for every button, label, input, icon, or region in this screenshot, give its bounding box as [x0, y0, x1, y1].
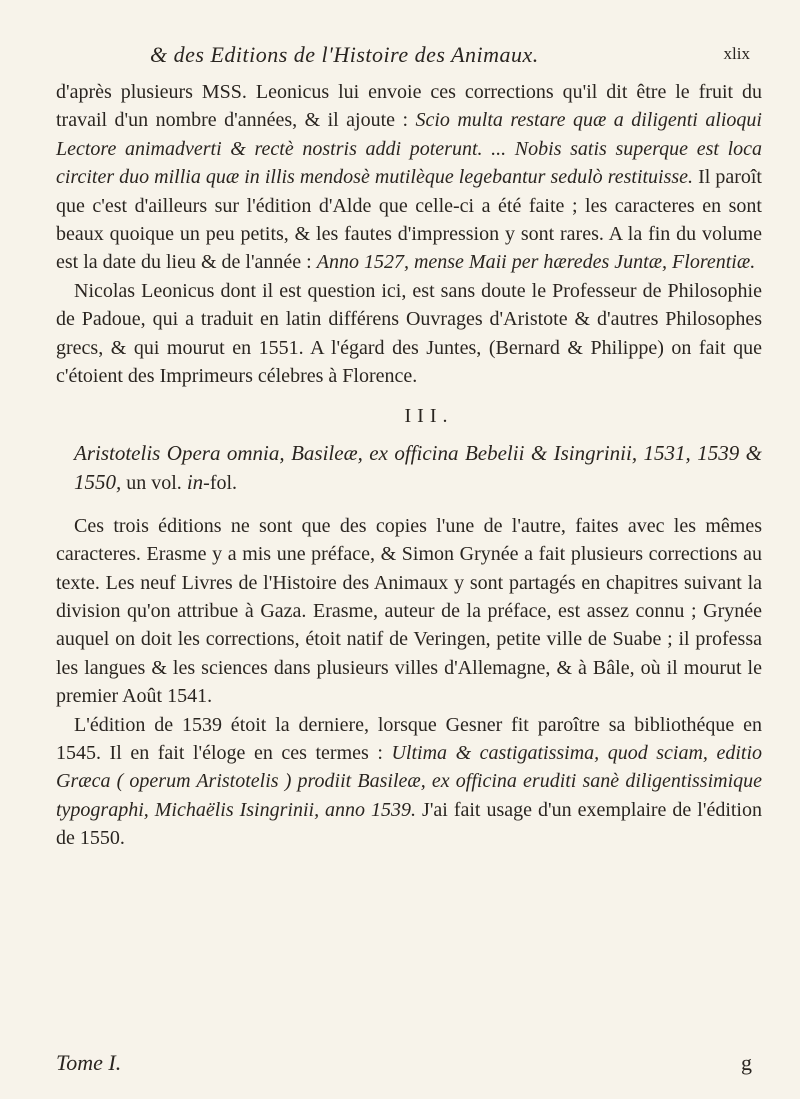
- section-number: III.: [404, 405, 454, 428]
- signature-mark: g: [741, 1050, 752, 1075]
- bibliographic-entry: Aristotelis Opera omnia, Basileæ, ex officina Bebelii & Isingrinii, 1531, 1539 & 1550, un vol. in-fol.: [74, 440, 762, 495]
- page-number: xlix: [723, 44, 750, 63]
- paragraph-nicolas-leonicus: Nicolas Leonicus dont il est question ici, est sans doute le Professeur de Philosophie de Padoue, qui a traduit en latin différens Ouvrages d'Aristote & d'autres Philosophes grecs, & qui mourut en 1551. A l'égard des Juntes, (Bernard & Philippe) on fait que c'étoient des Imprimeurs célebres à Florence.: [56, 279, 762, 388]
- page-header: [150, 42, 750, 72]
- paragraph-gesner: L'édition de 1539 étoit la derniere, lorsque Gesner fit paroître sa bibliothéque en 1545. Il en fait l'éloge en ces termes : Ultima & castigatissima, quod sciam, editio Græca ( operum Aristotelis ) prodiit Basileæ, ex officina eruditi sanè diligentissimique typographi, Michaëlis Isingrinii, anno 1539. J'ai fait usage d'un exemplaire de l'édition de 1550.: [56, 713, 762, 850]
- paragraph-three-editions: Ces trois éditions ne sont que des copies l'une de l'autre, faites avec les mêmes caracteres. Erasme y a mis une préface, & Simon Grynée a fait plusieurs corrections au texte. Les neuf Livres de l'Histoire des Animaux y sont partagés en chapitres suivant la division qu'on attribue à Gaza. Erasme, auteur de la préface, est assez connu ; Grynée auquel on doit les corrections, étoit natif de Veringen, petite ville de Suabe ; il professa les langues & les sciences dans plusieurs villes d'Allemagne, & à Bâle, où il mourut le premier Août 1541.: [56, 514, 762, 708]
- edition-title: Aristotelis Opera omnia, Basileæ, ex officina Bebelii & Isingrinii, 1531, 1539 & 1550,: [74, 440, 762, 495]
- page-footer: [56, 1050, 762, 1080]
- colophon-quotation: Anno 1527, mense Maii per hæredes Juntæ, Florentiæ.: [316, 251, 756, 274]
- volume-label: Tome I.: [56, 1050, 122, 1075]
- page-body: [56, 78, 762, 853]
- latin-quotation: Scio multa restare quæ a diligenti alioqui Lectore animadverti & rectè nostris addi poterunt. ... Nobis satis superque est loca circiter duo millia quæ in illis mendosè mutilèque legebantur sedulò restituisse.: [56, 109, 762, 189]
- paragraph-leonicus-corrections: d'après plusieurs MSS. Leonicus lui envoie ces corrections qu'il dit être le fruit du travail d'un nombre d'années, & il ajoute : Scio multa restare quæ a diligenti alioqui Lectore animadverti & rectè nostris addi poterunt. ... Nobis satis superque est loca circiter duo millia quæ in illis mendosè mutilèque legebantur sedulò restituisse. Il paroît que c'est d'ailleurs sur l'édition d'Alde que celle-ci a été faite ; les caracteres en sont beaux quoique un peu petits, & les fautes d'impression y sont rares. A la fin du volume est la date du lieu & de l'année : Anno 1527, mense Maii per hæredes Juntæ, Florentiæ.: [56, 81, 762, 274]
- gesner-quotation: Ultima & castigatissima, quod sciam, editio Græca ( operum Aristotelis ) prodiit Basileæ, ex officina eruditi sanè diligentissimique typographi, Michaëlis Isingrinii, anno 1539.: [56, 741, 762, 821]
- running-head: & des Editions de l'Histoire des Animaux.: [150, 42, 539, 67]
